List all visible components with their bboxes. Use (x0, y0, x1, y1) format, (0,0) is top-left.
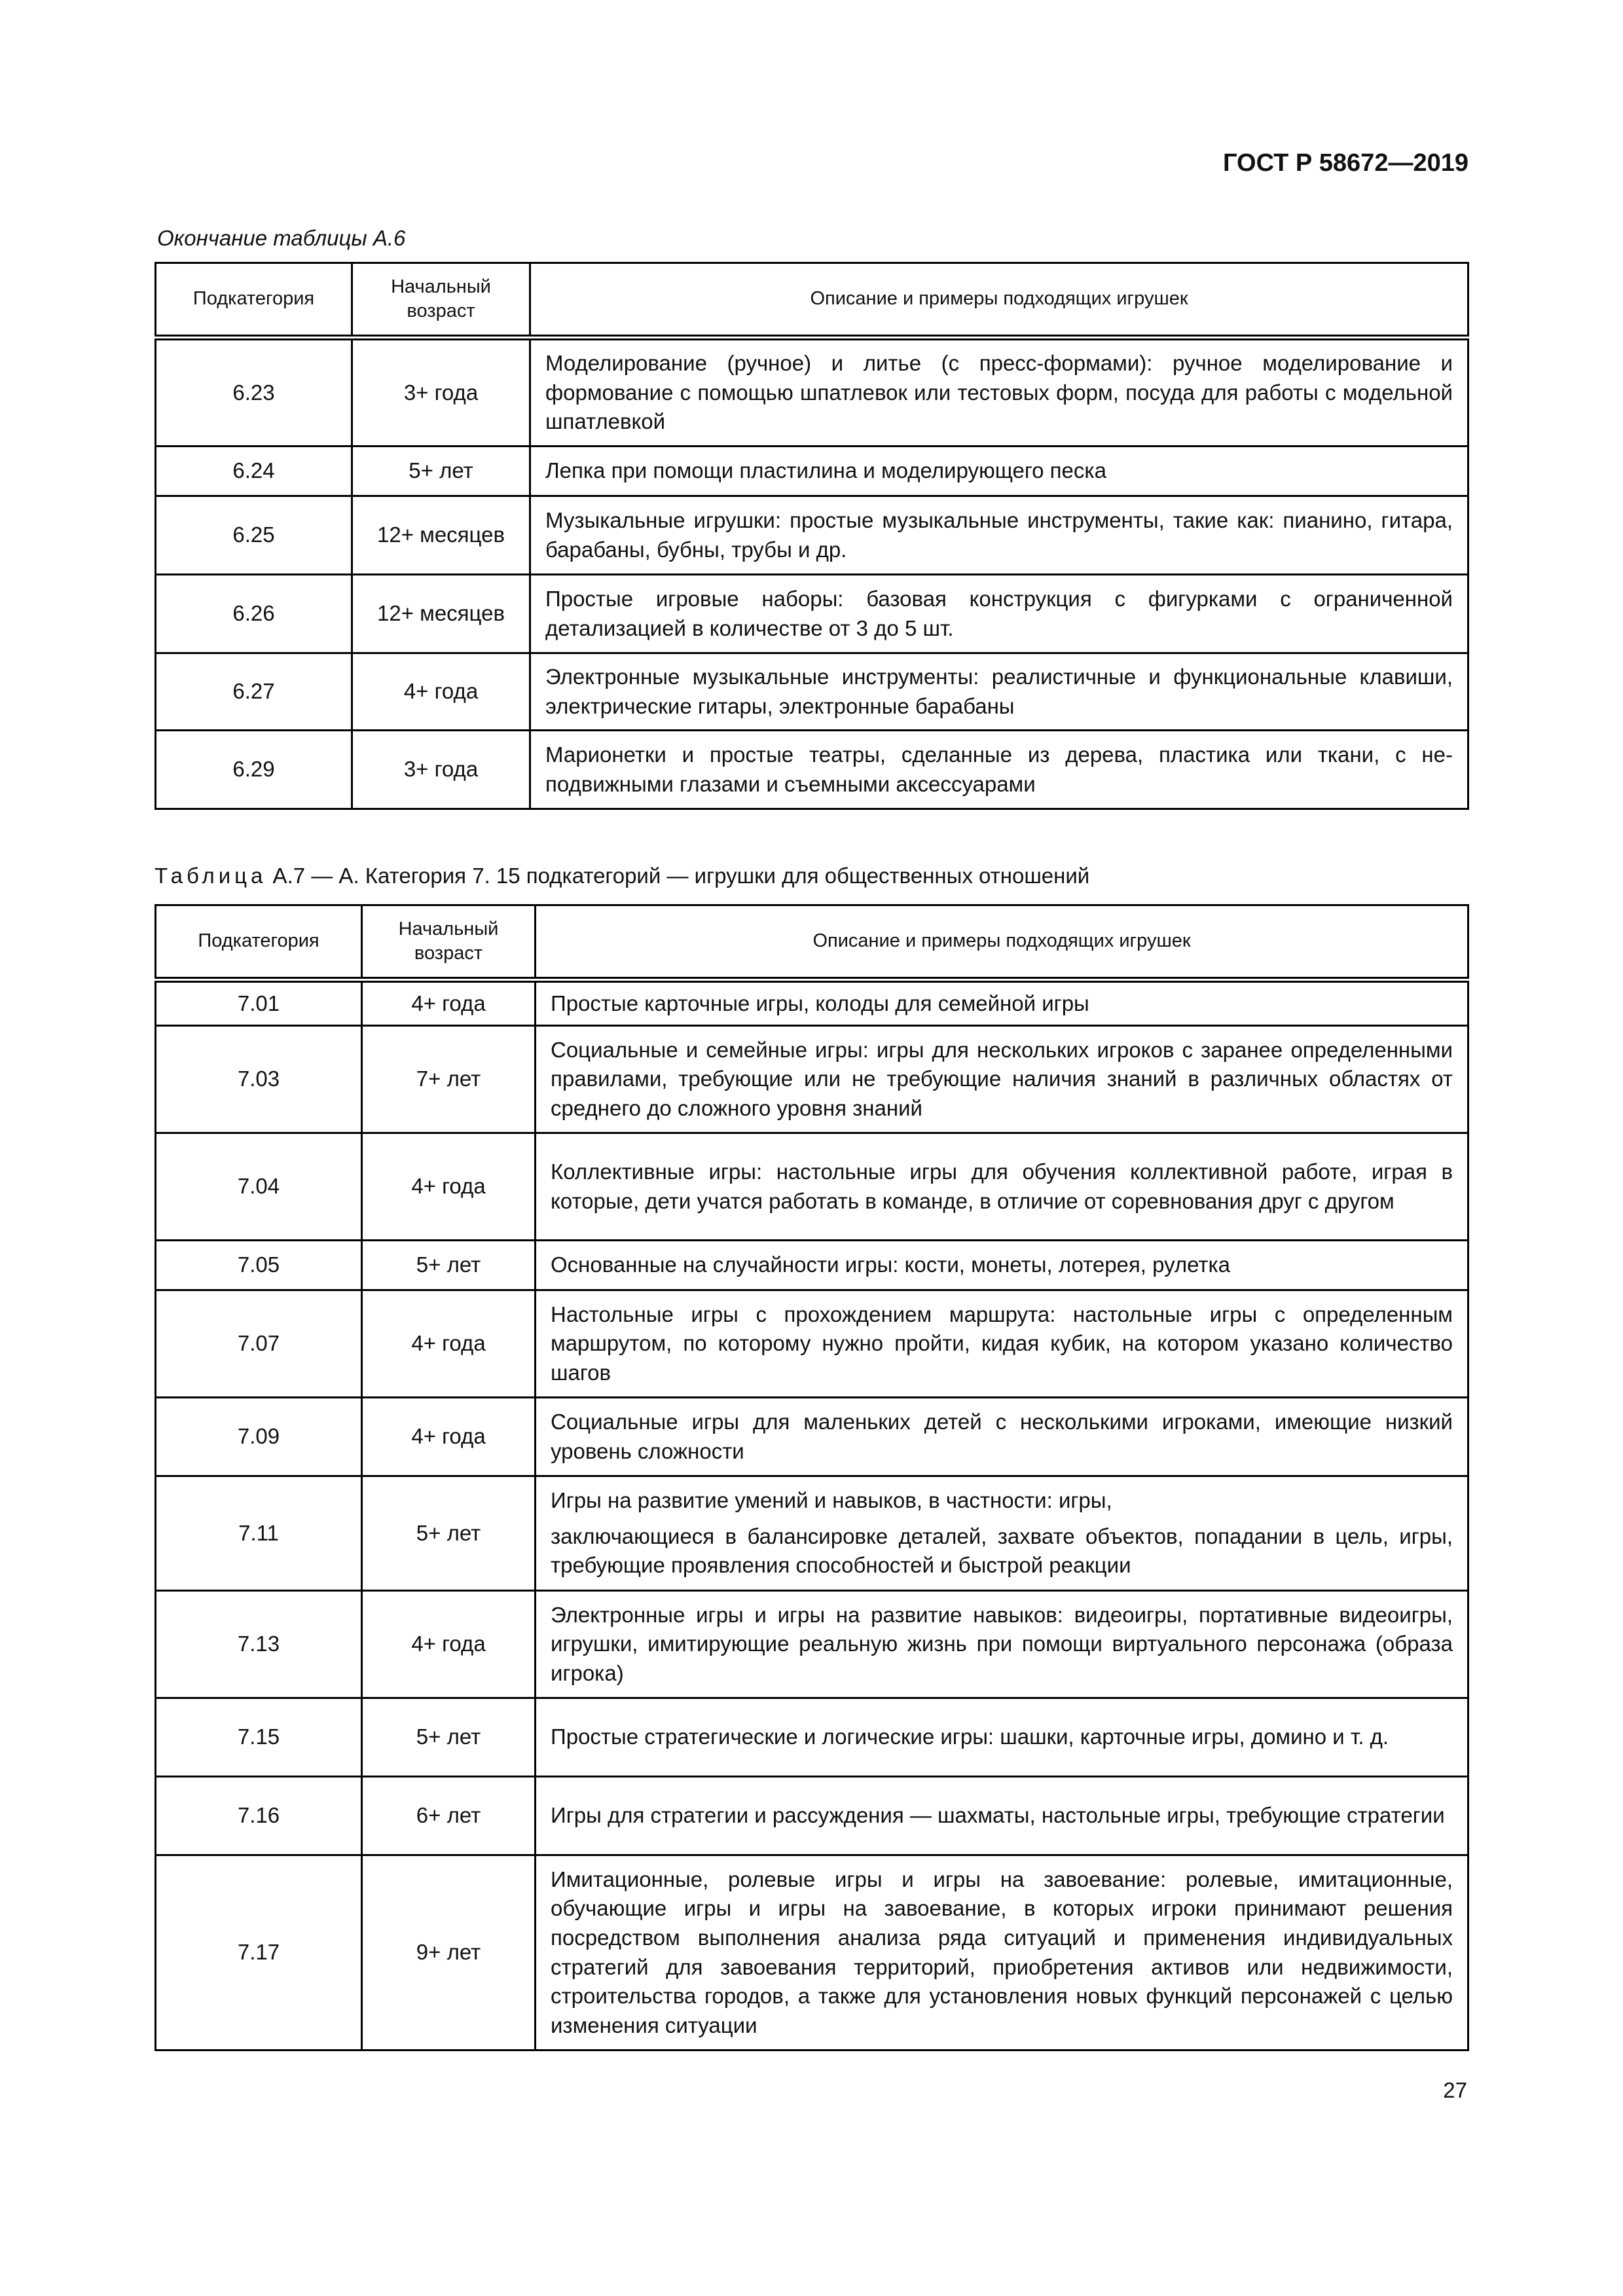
table-a7 (155, 904, 1469, 2051)
table-a6-continuation (155, 262, 1469, 810)
table-row (156, 1777, 1468, 1855)
table-row (156, 496, 1468, 575)
start-age: 12+ месяцев (352, 496, 530, 575)
subcategory-code: 7.01 (156, 980, 362, 1026)
start-age: 7+ лет (362, 1026, 536, 1133)
table-header-row (156, 263, 1468, 338)
subcategory-code: 6.29 (156, 731, 352, 809)
start-age: 9+ лет (362, 1855, 536, 2050)
header-description: Описание и примеры подходящих игрушек (530, 263, 1468, 338)
document-code: ГОСТ Р 58672—2019 (1223, 149, 1468, 177)
table-a7-caption (155, 864, 1089, 888)
subcategory-code: 7.11 (156, 1476, 362, 1591)
subcategory-code: 6.24 (156, 446, 352, 496)
table-row (156, 575, 1468, 653)
subcategory-code: 7.17 (156, 1855, 362, 2050)
subcategory-code: 6.27 (156, 653, 352, 731)
header-description: Описание и примеры подходящих игрушек (536, 905, 1468, 980)
table-row (156, 1241, 1468, 1290)
toy-description: Коллективные игры: настольные игры для обучения коллективной работе, играя в которые, дети учатся работать в команде, в отличие от соревнования друг с другом (536, 1133, 1468, 1241)
toy-description-line: заключающиеся в балансировке деталей, захвате объектов, попадании в цель, игры, требующие проявления способностей и быстрой реакции (551, 1523, 1453, 1578)
subcategory-code: 7.09 (156, 1398, 362, 1476)
table-row (156, 1591, 1468, 1698)
toy-description: Настольные игры с прохождением маршрута: настольные игры с определенным маршрутом, по которому нужно пройти, кидая кубик, на котором указано количество шагов (536, 1290, 1468, 1398)
table-row (156, 1290, 1468, 1398)
table-header-row (156, 905, 1468, 980)
table-row (156, 1476, 1468, 1591)
toy-description: Электронные игры и игры на развитие навыков: видеоигры, портативные видеоигры, игрушки, имитирующие реальную жизнь при помощи виртуального персонажа (образа игрока) (536, 1591, 1468, 1698)
table-row (156, 731, 1468, 809)
subcategory-code: 7.16 (156, 1777, 362, 1855)
start-age: 5+ лет (362, 1698, 536, 1777)
table-row (156, 1133, 1468, 1241)
header-subcategory: Подкатегория (156, 263, 352, 338)
table-row (156, 653, 1468, 731)
subcategory-code: 7.13 (156, 1591, 362, 1698)
header-start-age: Начальный возраст (362, 905, 536, 980)
toy-description-line: Игры на развитие умений и навыков, в частности: игры, (551, 1488, 1112, 1513)
toy-description: Простые игровые наборы: базовая конструкция с фигурками с ограниченной детализацией в количестве от 3 до 5 шт. (530, 575, 1468, 653)
start-age: 12+ месяцев (352, 575, 530, 653)
start-age: 4+ года (362, 1591, 536, 1698)
start-age: 4+ года (362, 1133, 536, 1241)
subcategory-code: 6.25 (156, 496, 352, 575)
toy-description: Социальные и семейные игры: игры для нескольких игроков с заранее определенными правилами, требующие или не требующие наличия знаний в различных областях от среднего до сложного уровня знаний (536, 1026, 1468, 1133)
toy-description: Моделирование (ручное) и литье (с пресс-формами): ручное моделирование и формование с помощью шпатлевок или тестовых форм, посуда для работы с модельной шпатлевкой (530, 338, 1468, 446)
start-age: 4+ года (362, 1398, 536, 1476)
table-row (156, 338, 1468, 446)
toy-description: Основанные на случайности игры: кости, монеты, лотерея, рулетка (536, 1241, 1468, 1290)
table-row (156, 446, 1468, 496)
table-row (156, 1398, 1468, 1476)
table-row (156, 1698, 1468, 1777)
toy-description: Простые стратегические и логические игры: шашки, карточные игры, домино и т. д. (536, 1698, 1468, 1777)
toy-description (536, 1476, 1468, 1591)
table-a7-caption-label: Таблица (155, 864, 267, 888)
header-start-age: Начальный возраст (352, 263, 530, 338)
start-age: 3+ года (352, 338, 530, 446)
toy-description: Имитационные, ролевые игры и игры на завоевание: ролевые, имитационные, обучающие игры и игры на завоевание, в которых игроки принимают решения посредством выполнения анализа ряда ситуаций и применения индивидуальных стратегий для завоевания территорий, приобретения активов или недвижимости, строительства городов, а также для установления новых функций персонажей с целью изменения ситуации (536, 1855, 1468, 2050)
page-number: 27 (1443, 2078, 1467, 2102)
table-a6-continuation-caption: Окончание таблицы А.6 (157, 226, 406, 250)
toy-description: Музыкальные игрушки: простые музыкальные инструменты, такие как: пианино, гитара, барабаны, бубны, трубы и др. (530, 496, 1468, 575)
toy-description: Простые карточные игры, колоды для семейной игры (536, 980, 1468, 1026)
start-age: 3+ года (352, 731, 530, 809)
toy-description: Лепка при помощи пластилина и моделирующего песка (530, 446, 1468, 496)
subcategory-code: 6.26 (156, 575, 352, 653)
start-age: 4+ года (352, 653, 530, 731)
table-row (156, 1855, 1468, 2050)
toy-description: Игры для стратегии и рассуждения — шахматы, настольные игры, требующие стратегии (536, 1777, 1468, 1855)
toy-description: Социальные игры для маленьких детей с несколькими игроками, имеющие низкий уровень сложности (536, 1398, 1468, 1476)
toy-description: Электронные музыкальные инструменты: реалистичные и функциональные клавиши, электрические гитары, электронные барабаны (530, 653, 1468, 731)
subcategory-code: 7.03 (156, 1026, 362, 1133)
start-age: 5+ лет (362, 1241, 536, 1290)
subcategory-code: 6.23 (156, 338, 352, 446)
start-age: 5+ лет (352, 446, 530, 496)
start-age: 6+ лет (362, 1777, 536, 1855)
start-age: 4+ года (362, 1290, 536, 1398)
table-row (156, 980, 1468, 1026)
subcategory-code: 7.15 (156, 1698, 362, 1777)
start-age: 5+ лет (362, 1476, 536, 1591)
subcategory-code: 7.05 (156, 1241, 362, 1290)
header-subcategory: Подкатегория (156, 905, 362, 980)
table-a7-caption-text: А.7 — А. Категория 7. 15 подкатегорий — игрушки для общественных отношений (266, 864, 1090, 888)
table-row (156, 1026, 1468, 1133)
toy-description: Марионетки и простые театры, сделанные из дерева, пластика или ткани, с неподвижными глазами и съемными аксессуарами (530, 731, 1468, 809)
start-age: 4+ года (362, 980, 536, 1026)
subcategory-code: 7.07 (156, 1290, 362, 1398)
subcategory-code: 7.04 (156, 1133, 362, 1241)
